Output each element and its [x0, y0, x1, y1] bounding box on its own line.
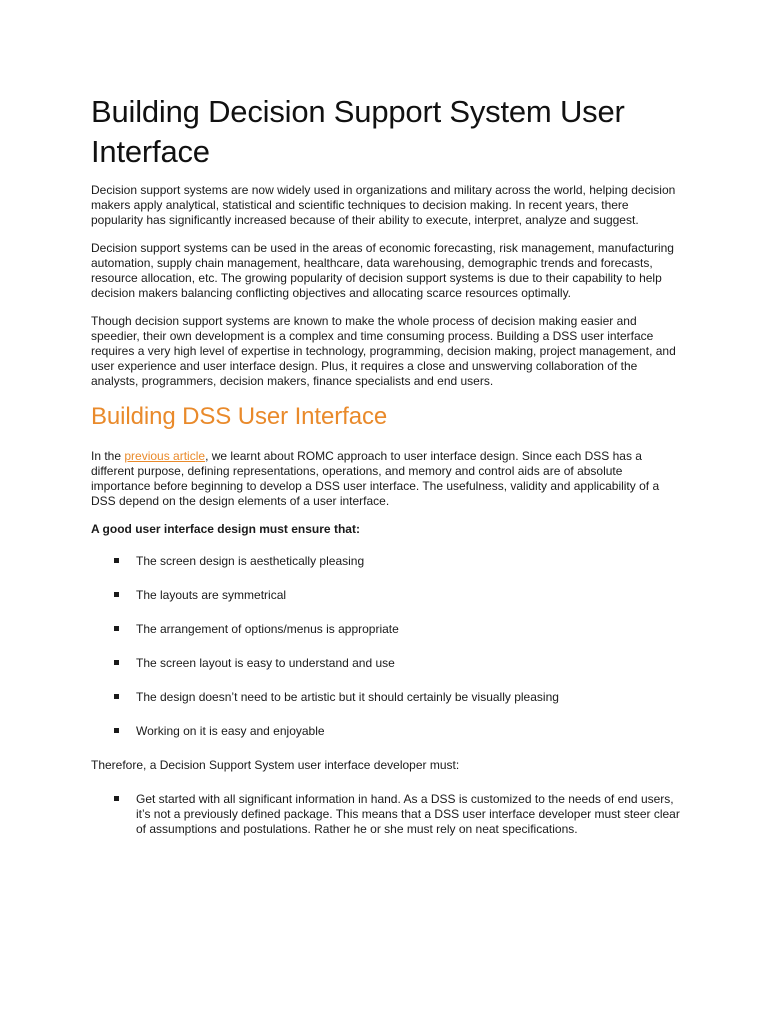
list-item	[91, 792, 681, 837]
list-item	[91, 554, 681, 569]
list-item	[91, 690, 681, 705]
previous-article-link[interactable]: previous article	[124, 449, 206, 463]
ensure-heading: A good user interface design must ensure that:	[91, 522, 360, 536]
list-item-text: The arrangement of options/menus is appropriate	[136, 622, 399, 636]
section-paragraph-suffix: , we learnt about ROMC approach to user interface design. Since each DSS has a different purpose, defining representations, operations, and memory and control aids are of absolute importance before beginning to develop a DSS user interface. The usefulness, validity and applicability of a DSS depend on the design elements of a user interface.	[91, 449, 660, 508]
therefore-line: Therefore, a Decision Support System user interface developer must:	[91, 758, 460, 772]
bullet-square-icon	[114, 694, 119, 699]
document-page	[91, 92, 681, 851]
list-item-text: The layouts are symmetrical	[136, 588, 287, 602]
bullet-square-icon	[114, 796, 119, 801]
list-item-text: Working on it is easy and enjoyable	[136, 724, 325, 738]
bullet-square-icon	[114, 626, 119, 631]
list-item-text: The screen design is aesthetically pleasing	[136, 554, 365, 568]
must-list	[91, 792, 681, 837]
intro-paragraph-1: Decision support systems are now widely used in organizations and military across the world, helping decision makers apply analytical, statistical and scientific techniques to decision making. In recent years, there popularity has significantly increased because of their ability to execute, interpret, analyze and suggest.	[91, 183, 676, 227]
page-title: Building Decision Support System User Interface	[91, 94, 625, 169]
section-paragraph-prefix: In the	[91, 449, 125, 463]
bullet-square-icon	[114, 592, 119, 597]
section-paragraph	[91, 449, 681, 509]
ensure-list	[91, 554, 681, 739]
list-item	[91, 588, 681, 603]
bullet-square-icon	[114, 558, 119, 563]
list-item-text: Get started with all significant information in hand. As a DSS is customized to the needs of end users, it’s not a previously defined package. This means that a DSS user interface developer must steer clear of assumptions and postulations. Rather he or she must rely on neat specifications.	[136, 792, 680, 836]
intro-paragraph-2: Decision support systems can be used in the areas of economic forecasting, risk management, manufacturing automation, supply chain management, healthcare, data warehousing, demographic trends and forecasts, resource allocation, etc. The growing popularity of decision support systems is due to their capability to help decision makers balancing conflicting objectives and allocating scarce resources optimally.	[91, 241, 674, 300]
section-heading: Building DSS User Interface	[91, 403, 388, 430]
list-item	[91, 622, 681, 637]
bullet-square-icon	[114, 660, 119, 665]
list-item	[91, 656, 681, 671]
list-item-text: The screen layout is easy to understand and use	[136, 656, 395, 670]
list-item	[91, 724, 681, 739]
intro-paragraph-3: Though decision support systems are known to make the whole process of decision making easier and speedier, their own development is a complex and time consuming process. Building a DSS user interface requires a very high level of expertise in technology, programming, decision making, project management, and user experience and user interface design. Plus, it requires a close and unswerving collaboration of the analysts, programmers, decision makers, finance specialists and end users.	[91, 314, 676, 388]
bullet-square-icon	[114, 728, 119, 733]
list-item-text: The design doesn’t need to be artistic but it should certainly be visually pleasing	[136, 690, 559, 704]
